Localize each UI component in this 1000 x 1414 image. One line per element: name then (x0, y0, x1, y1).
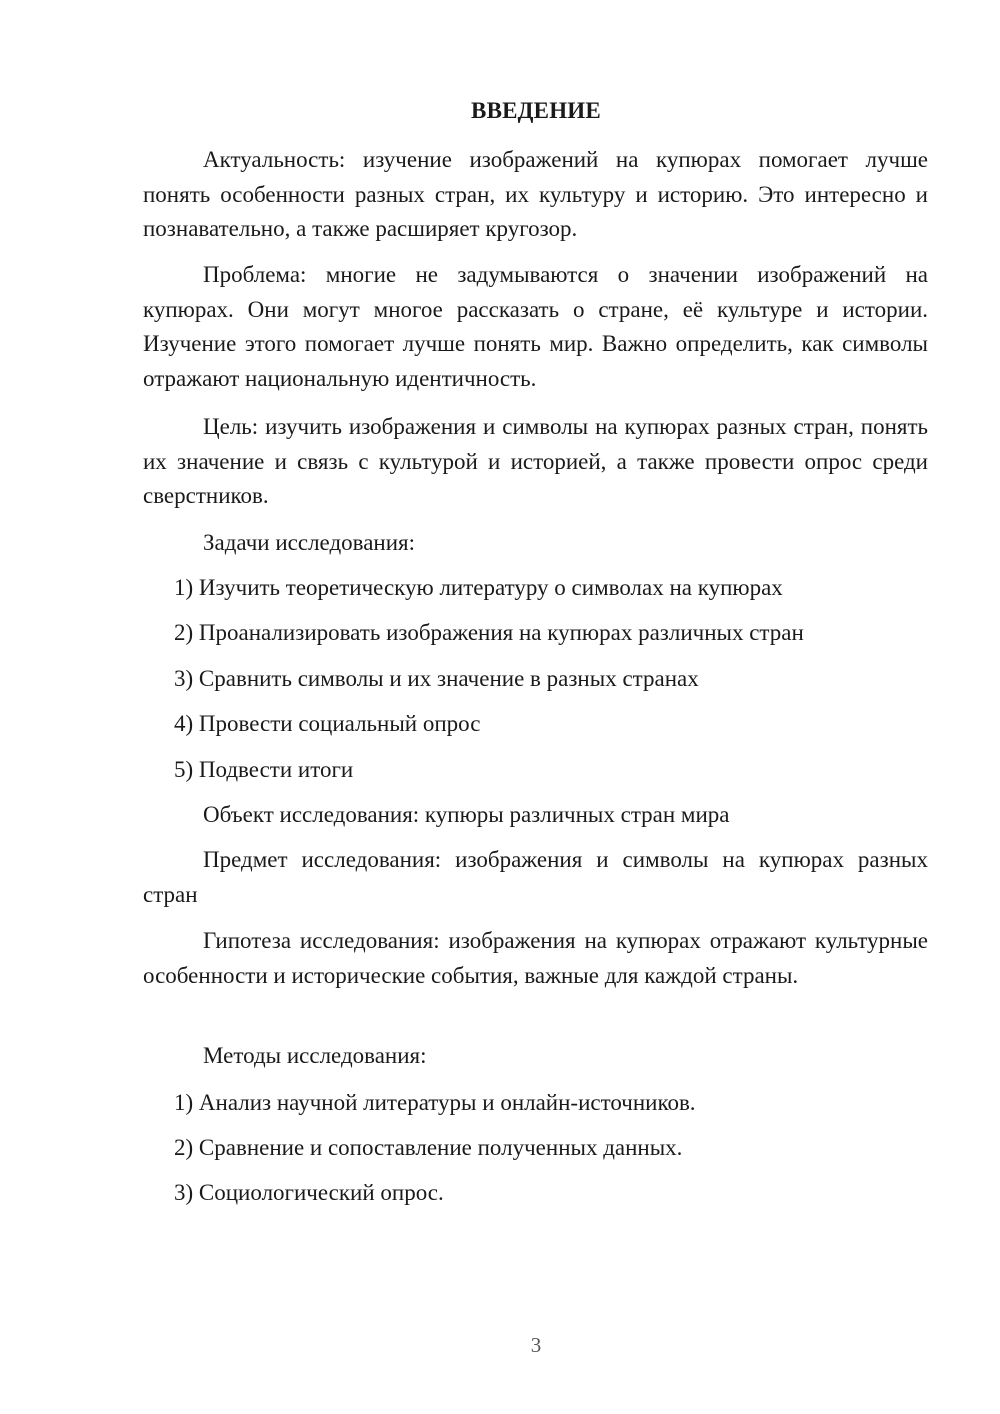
page-title: ВВЕДЕНИЕ (471, 98, 601, 123)
method-item: 2) Сравнение и сопоставление полученных данных. (174, 1135, 683, 1160)
page-number: 3 (530, 1333, 542, 1357)
method-item: 1) Анализ научной литературы и онлайн-источников. (174, 1090, 696, 1115)
task-item: 5) Подвести итоги (174, 757, 354, 782)
object-line: Объект исследования: купюры различных стран мира (203, 802, 730, 827)
task-item: 4) Провести социальный опрос (174, 711, 481, 736)
task-item: 3) Сравнить символы и их значение в разных странах (174, 666, 699, 691)
task-item: 1) Изучить теоретическую литературу о символах на купюрах (174, 575, 783, 600)
task-item: 2) Проанализировать изображения на купюрах различных стран (174, 620, 804, 645)
relevance-paragraph: Актуальность: изучение изображений на купюрах помогает лучше понять особенности разных стран, их культуру и историю. Это интересно и познавательно, а также расширяет кругозор. (143, 147, 928, 241)
problem-paragraph: Проблема: многие не задумываются о значении изображений на купюрах. Они могут многое рассказать о стране, её культуре и истории. Изучение этого помогает лучше понять мир. Важно определить, как символы отражают национальную идентичность. (143, 262, 928, 391)
methods-heading: Методы исследования: (203, 1043, 427, 1068)
hypothesis-paragraph: Гипотеза исследования: изображения на купюрах отражают культурные особенности и исторические события, важные для каждой страны. (143, 928, 928, 988)
goal-paragraph: Цель: изучить изображения и символы на купюрах разных стран, понять их значение и связь с культурой и историей, а также провести опрос среди сверстников. (143, 414, 928, 508)
method-item: 3) Социологический опрос. (174, 1180, 444, 1205)
tasks-heading: Задачи исследования: (203, 530, 416, 555)
subject-paragraph: Предмет исследования: изображения и символы на купюрах разных стран (143, 847, 928, 907)
